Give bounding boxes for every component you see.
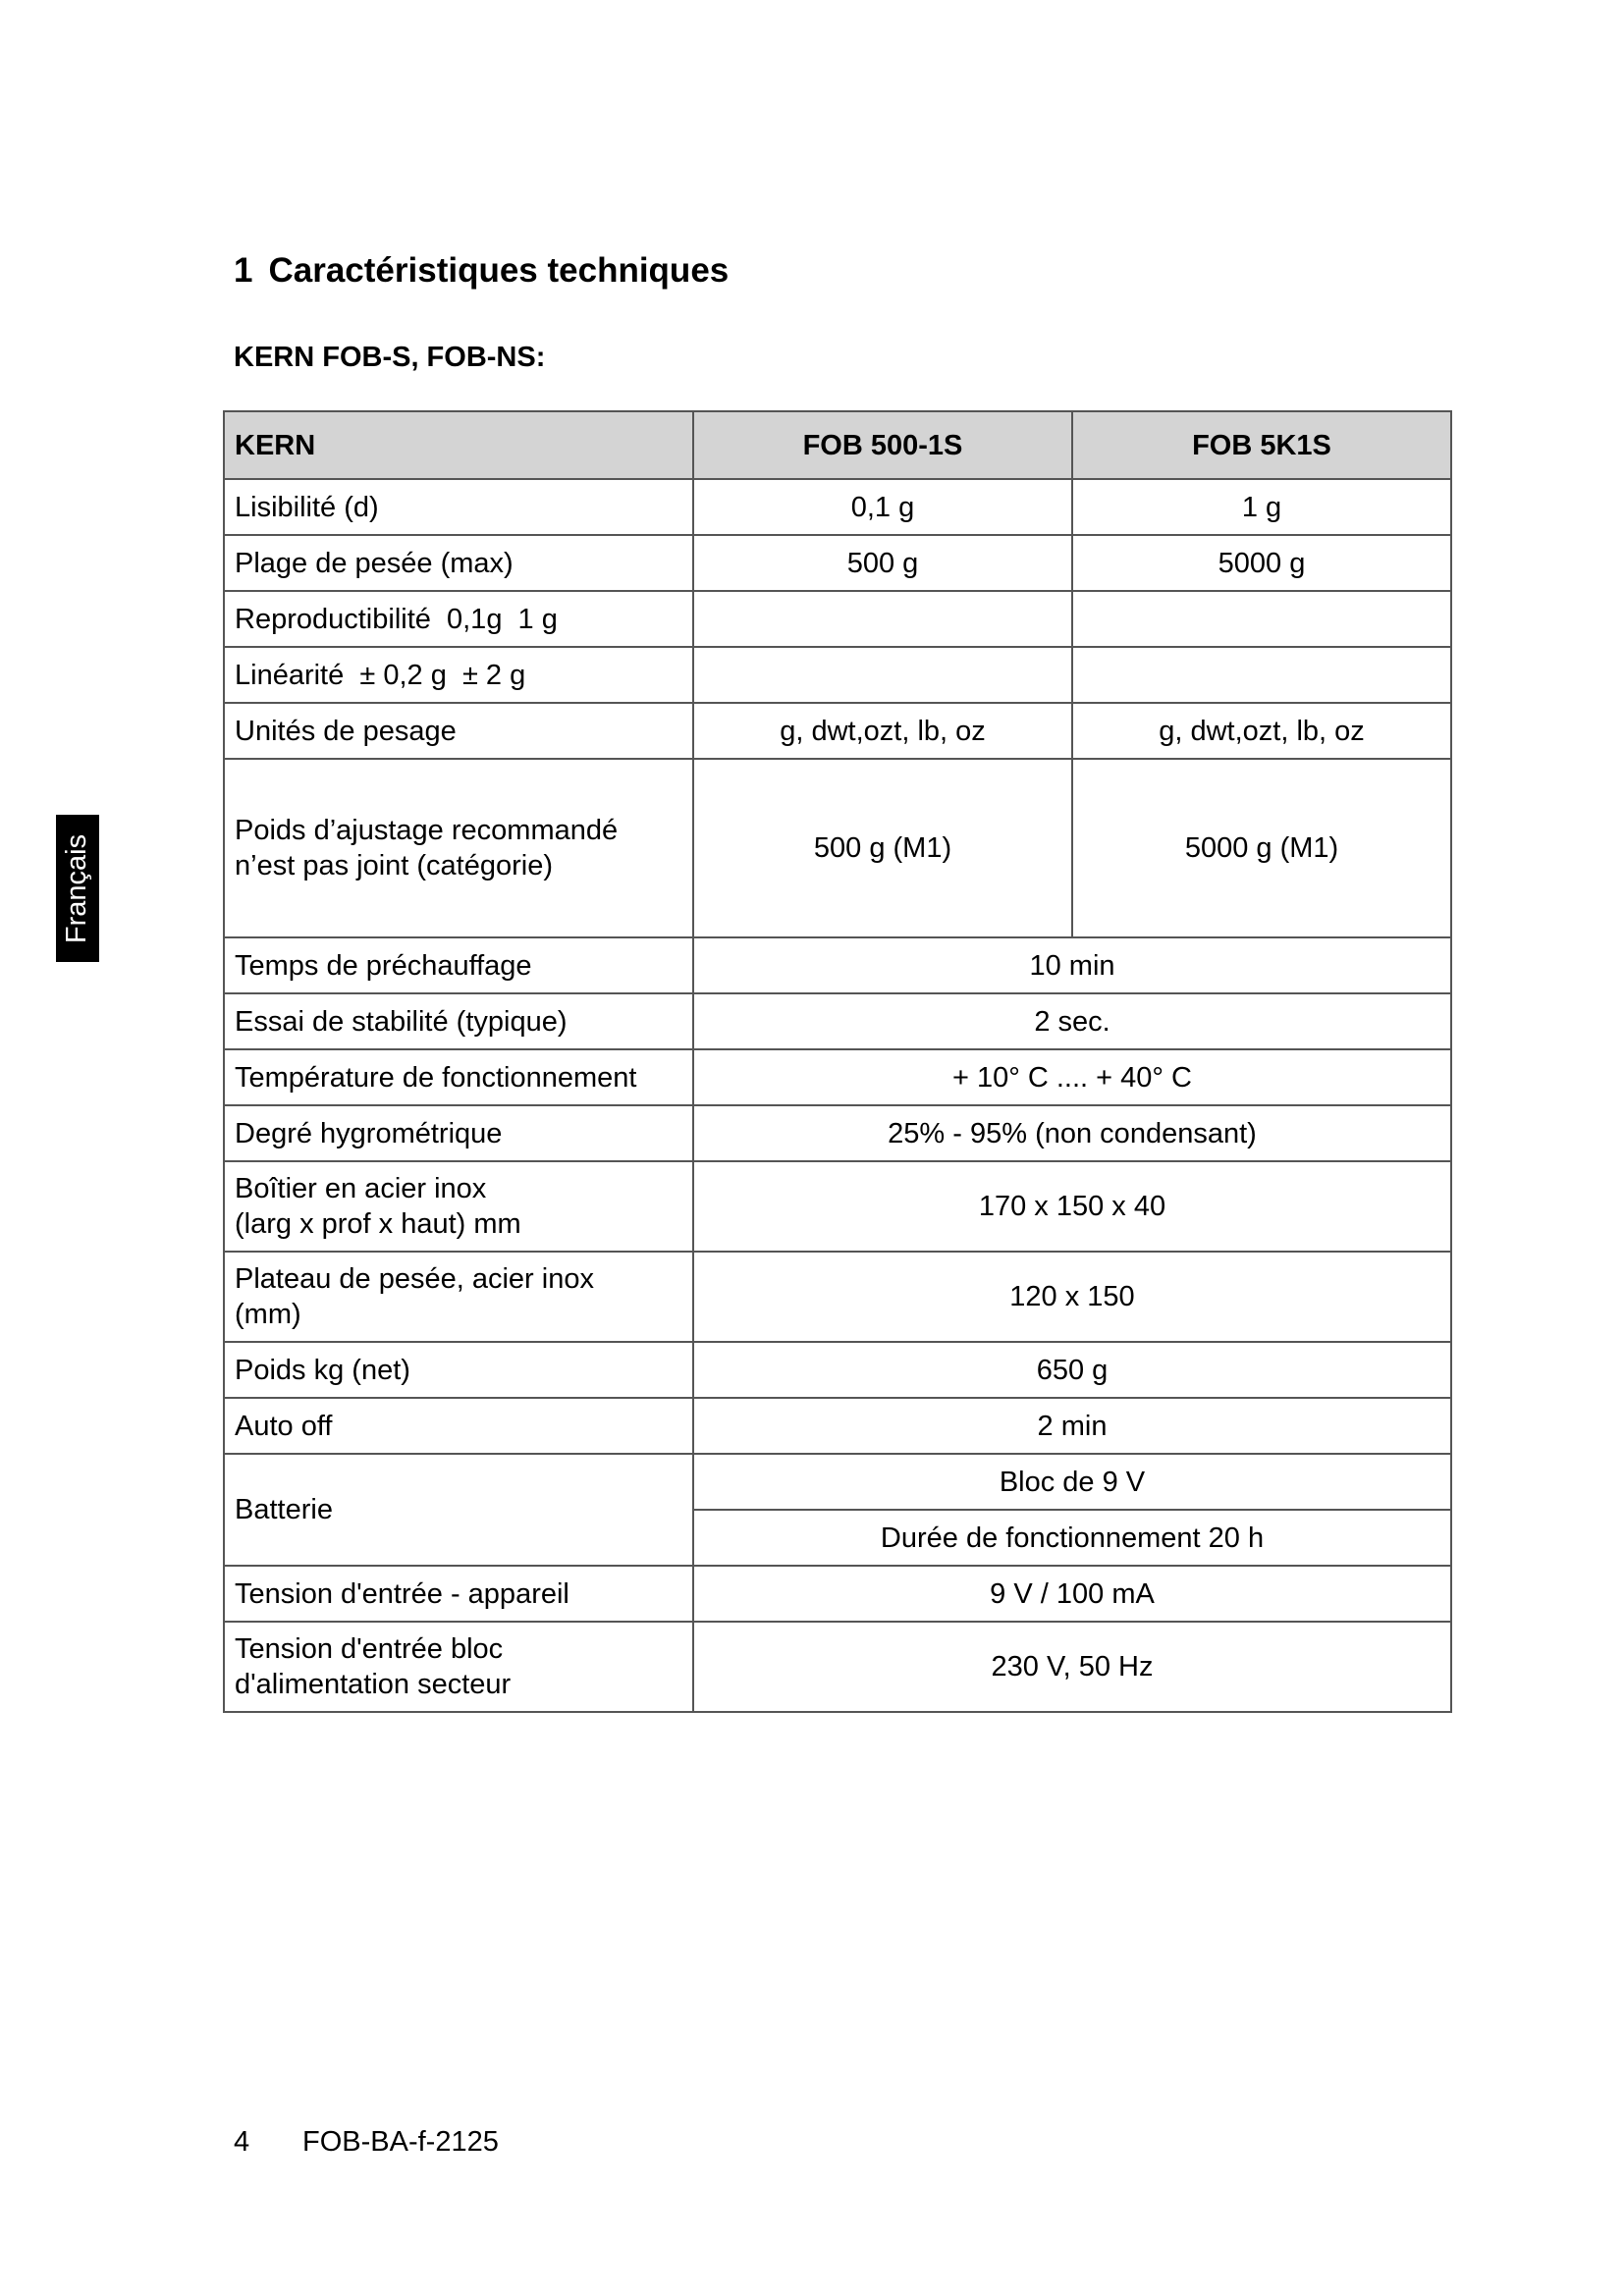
language-tab (56, 815, 99, 962)
language-tab-label: Français (61, 833, 93, 943)
cell-value: 5000 g (M1) (1072, 759, 1451, 937)
table-row (224, 1049, 1451, 1105)
row-label: Unités de pesage (224, 703, 693, 759)
table-row (224, 1342, 1451, 1398)
cell-value: 2 sec. (693, 993, 1451, 1049)
table-row (224, 993, 1451, 1049)
row-label: Plage de pesée (max) (224, 535, 693, 591)
table-row (224, 1161, 1451, 1252)
cell-value: g, dwt,ozt, lb, oz (1072, 703, 1451, 759)
row-label-line: Boîtier en acier inox (235, 1173, 487, 1204)
section-number: 1 (234, 251, 253, 290)
row-label (224, 759, 693, 937)
page-number: 4 (234, 2126, 250, 2158)
table-row (224, 1454, 1451, 1510)
table-row (224, 937, 1451, 993)
cell-value: 10 min (693, 937, 1451, 993)
row-label: Temps de préchauffage (224, 937, 693, 993)
cell-value: 2 min (693, 1398, 1451, 1454)
cell-value: 25% - 95% (non condensant) (693, 1105, 1451, 1161)
row-label-line: Poids d’ajustage recommandé (235, 815, 619, 846)
cell-value: 500 g (M1) (693, 759, 1072, 937)
cell-value (693, 647, 1072, 703)
row-label: Linéarité ± 0,2 g ± 2 g (224, 647, 693, 703)
row-label: Température de fonctionnement (224, 1049, 693, 1105)
cell-value (1072, 647, 1451, 703)
section-subtitle: KERN FOB-S, FOB-NS: (234, 342, 546, 373)
table-row (224, 1252, 1451, 1342)
cell-value: 9 V / 100 mA (693, 1566, 1451, 1622)
row-label-line: d'alimentation secteur (235, 1669, 512, 1700)
cell-value: 500 g (693, 535, 1072, 591)
table-row (224, 1566, 1451, 1622)
page-footer (234, 2126, 499, 2159)
table-row (224, 1105, 1451, 1161)
row-label-line: n’est pas joint (catégorie) (235, 850, 553, 881)
cell-value: 5000 g (1072, 535, 1451, 591)
table-row (224, 479, 1451, 535)
cell-value: 0,1 g (693, 479, 1072, 535)
section-heading (234, 251, 729, 291)
row-label: Auto off (224, 1398, 693, 1454)
row-label (224, 1161, 693, 1252)
row-label: Essai de stabilité (typique) (224, 993, 693, 1049)
header-fob500-1s: FOB 500-1S (693, 411, 1072, 479)
cell-value: 230 V, 50 Hz (693, 1622, 1451, 1712)
cell-value: 170 x 150 x 40 (693, 1161, 1451, 1252)
table-row (224, 647, 1451, 703)
table-row (224, 1622, 1451, 1712)
section-title: Caractéristiques techniques (268, 251, 730, 290)
row-label-line: Plateau de pesée, acier inox (235, 1263, 594, 1295)
table-row (224, 535, 1451, 591)
cell-value: Durée de fonctionnement 20 h (693, 1510, 1451, 1566)
document-code: FOB-BA-f-2125 (302, 2126, 499, 2158)
row-label: Lisibilité (d) (224, 479, 693, 535)
header-fob5k1s: FOB 5K1S (1072, 411, 1451, 479)
row-label: Batterie (224, 1454, 693, 1566)
cell-value: 1 g (1072, 479, 1451, 535)
row-label (224, 1622, 693, 1712)
table-row (224, 1398, 1451, 1454)
header-kern: KERN (224, 411, 693, 479)
cell-value: Bloc de 9 V (693, 1454, 1451, 1510)
row-label-line: Tension d'entrée bloc (235, 1633, 504, 1665)
table-row (224, 703, 1451, 759)
cell-value (693, 591, 1072, 647)
row-label-line: (mm) (235, 1299, 301, 1330)
row-label (224, 1252, 693, 1342)
table-header-row (224, 411, 1451, 479)
row-label-line: (larg x prof x haut) mm (235, 1208, 521, 1240)
cell-value: 120 x 150 (693, 1252, 1451, 1342)
row-label: Poids kg (net) (224, 1342, 693, 1398)
row-label: Degré hygrométrique (224, 1105, 693, 1161)
cell-value: g, dwt,ozt, lb, oz (693, 703, 1072, 759)
cell-value (1072, 591, 1451, 647)
table-row (224, 759, 1451, 937)
specifications-table (223, 410, 1452, 1713)
table-row (224, 591, 1451, 647)
cell-value: + 10° C .... + 40° C (693, 1049, 1451, 1105)
row-label: Reproductibilité 0,1g 1 g (224, 591, 693, 647)
row-label: Tension d'entrée - appareil (224, 1566, 693, 1622)
cell-value: 650 g (693, 1342, 1451, 1398)
